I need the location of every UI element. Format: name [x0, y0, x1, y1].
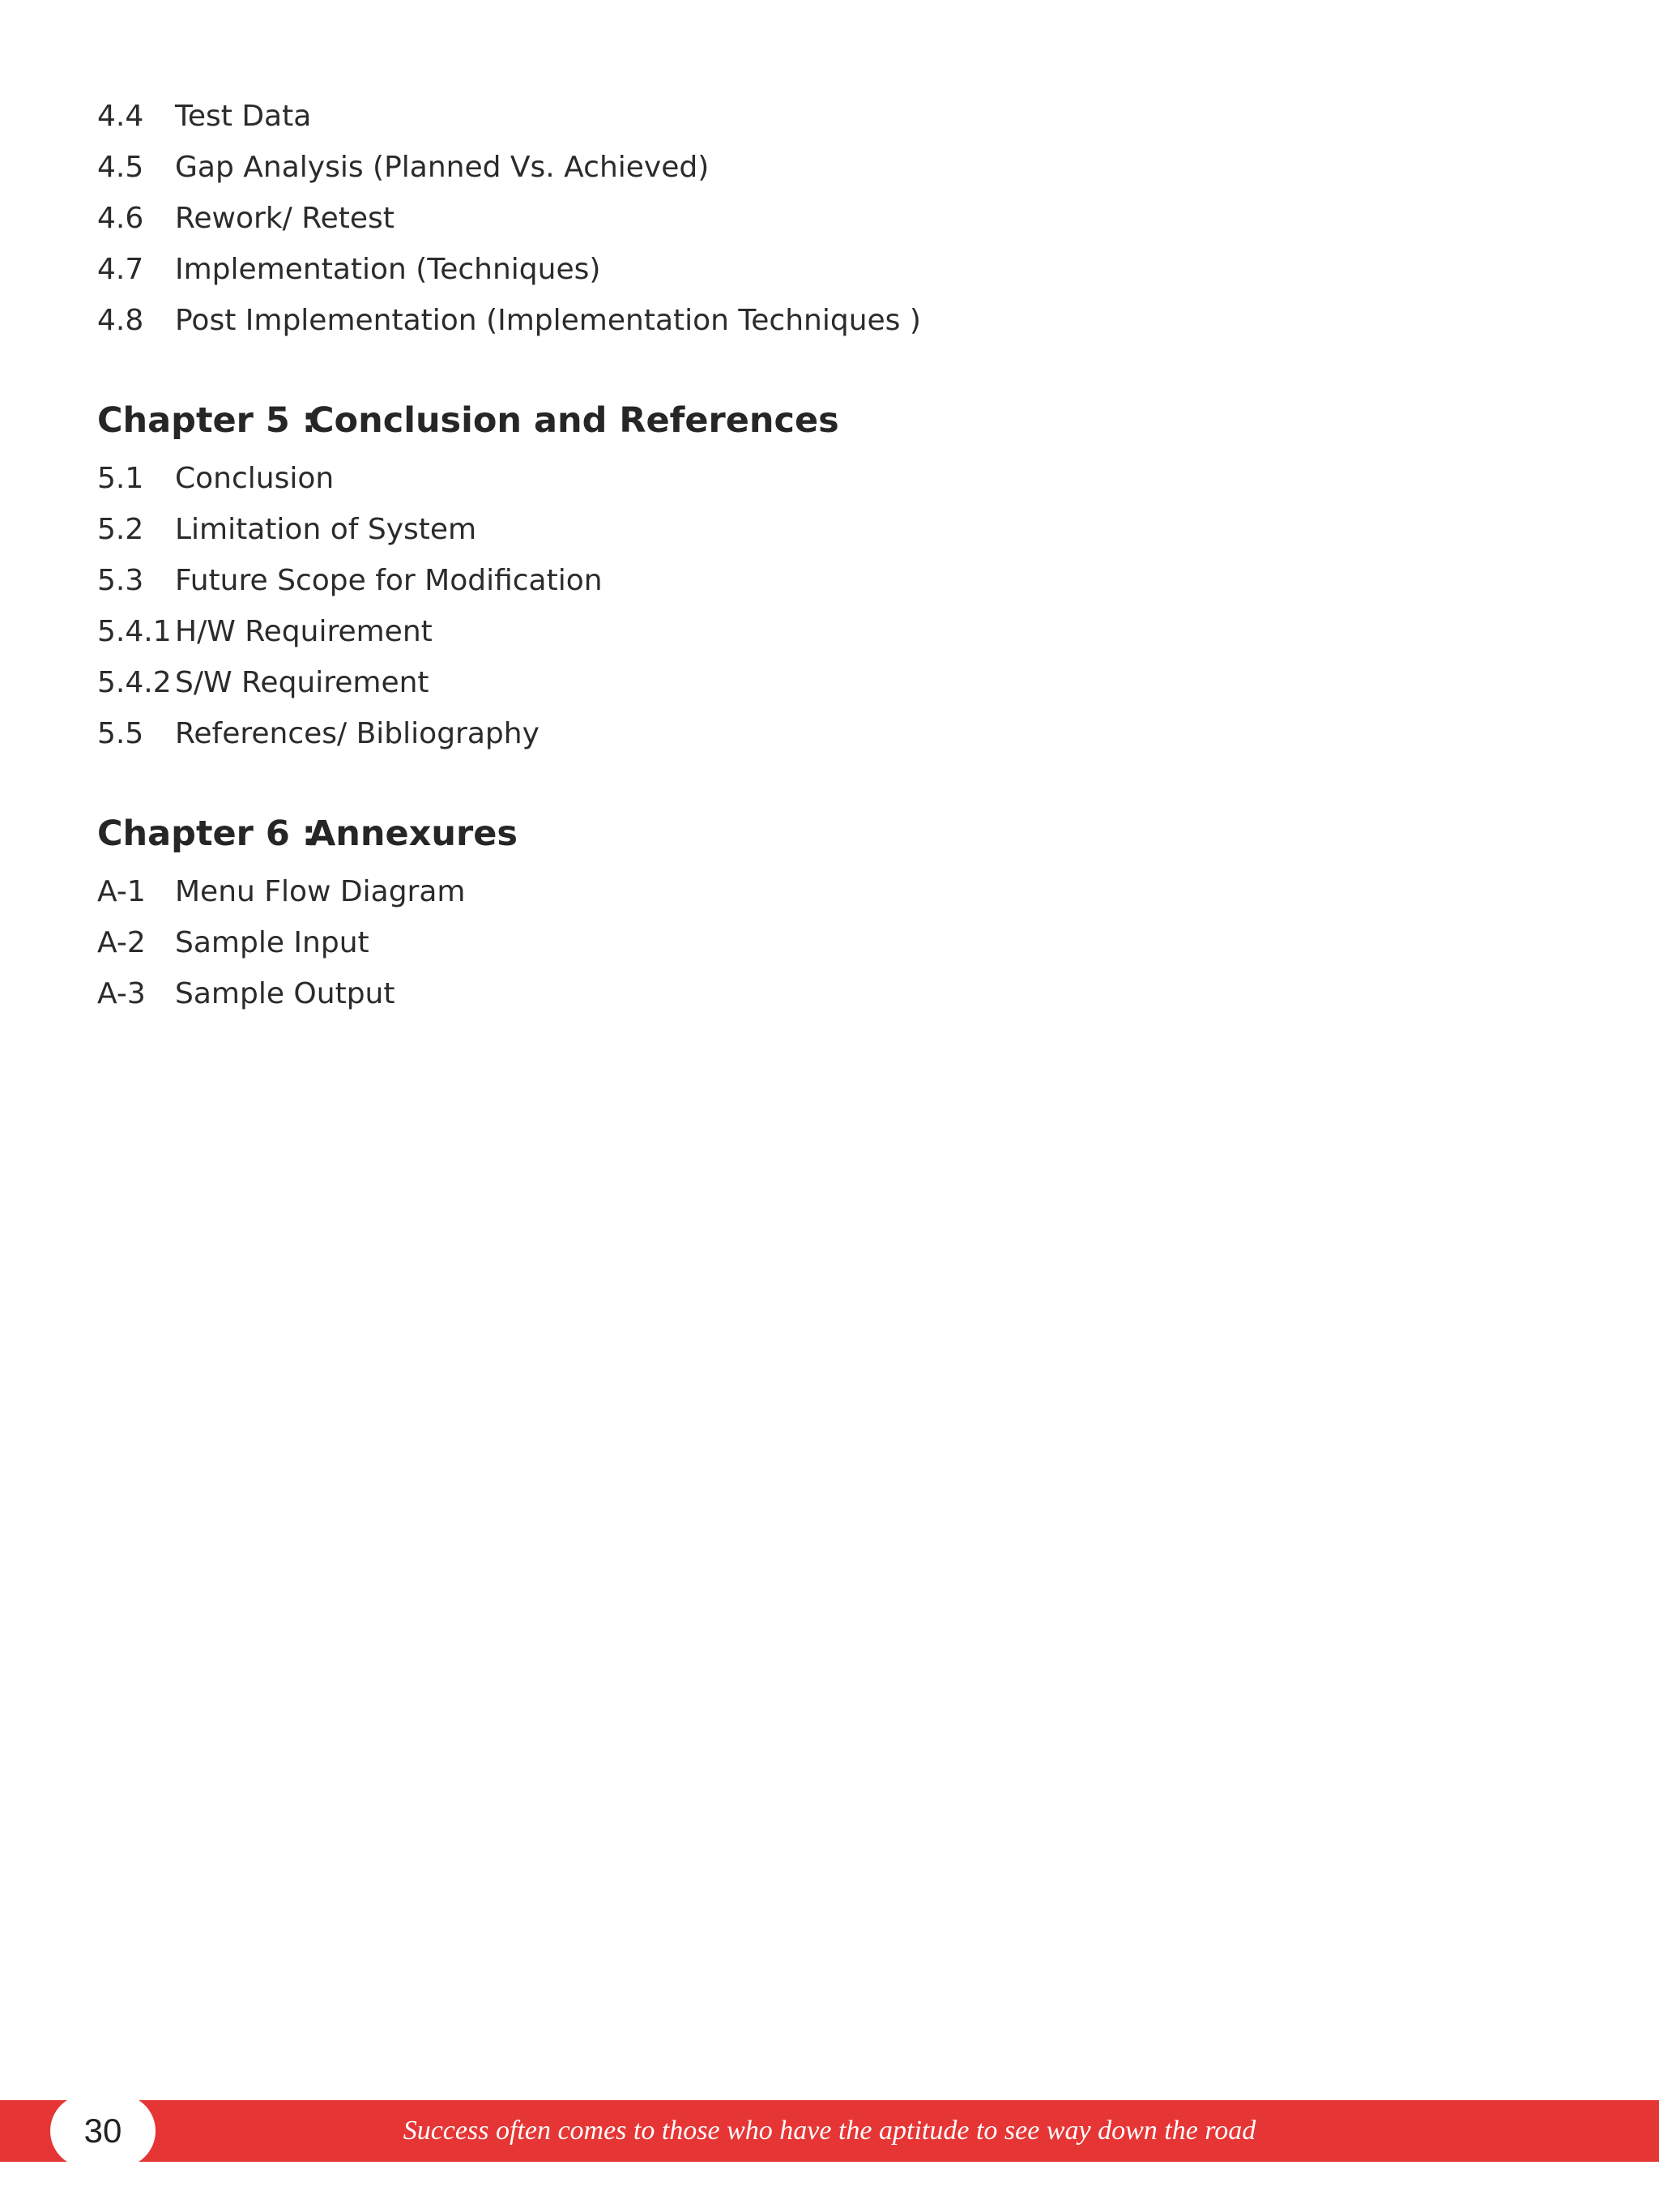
chapter-6-list: [97, 866, 1555, 1019]
chapter-number: Chapter 5 :: [97, 400, 316, 441]
toc-entry-label: Sample Output: [175, 977, 395, 1010]
toc-entry: [97, 91, 1555, 142]
chapter-number: Chapter 6 :: [97, 813, 316, 854]
toc-entry-number: A-1: [97, 875, 146, 908]
toc-entry-number: 5.3: [97, 564, 144, 597]
toc-entry: [97, 453, 1555, 504]
toc-entry-number: 5.2: [97, 513, 144, 546]
toc-entry-number: 5.1: [97, 462, 144, 495]
toc-entry-number: A-3: [97, 977, 146, 1010]
toc-entry: [97, 968, 1555, 1019]
toc-entry-label: Test Data: [175, 100, 312, 133]
toc-entry: [97, 244, 1555, 295]
toc-entry: [97, 917, 1555, 968]
toc-entry-number: A-2: [97, 926, 146, 959]
toc-entry: [97, 657, 1555, 708]
toc-entry-label: H/W Requirement: [175, 615, 433, 648]
toc-entry-number: 5.5: [97, 717, 144, 750]
toc-entry-number: 4.7: [97, 253, 144, 286]
toc-entry-number: 4.4: [97, 100, 144, 133]
toc-entry-label: Conclusion: [175, 462, 335, 495]
chapter-5-heading: [97, 388, 1555, 453]
toc-entry-number: 4.8: [97, 304, 144, 337]
toc-entry-number: 4.5: [97, 151, 144, 184]
toc-entry: [97, 504, 1555, 555]
toc-entry-label: Future Scope for Modification: [175, 564, 603, 597]
toc-entry-label: Rework/ Retest: [175, 202, 394, 235]
toc-entry: [97, 555, 1555, 606]
toc-entry-label: Implementation (Techniques): [175, 253, 601, 286]
toc-entry-label: Sample Input: [175, 926, 369, 959]
toc-entry: [97, 142, 1555, 193]
footer-quote: Success often comes to those who have the aptitude to see way down the road: [403, 2116, 1256, 2146]
table-of-contents: [97, 91, 1555, 1019]
toc-entry-number: 5.4.1: [97, 615, 172, 648]
toc-entry: [97, 606, 1555, 657]
toc-entry-number: 5.4.2: [97, 666, 172, 699]
toc-entry-label: References/ Bibliography: [175, 717, 539, 750]
toc-entry: [97, 193, 1555, 244]
toc-entry-label: Gap Analysis (Planned Vs. Achieved): [175, 151, 710, 184]
toc-entry: [97, 866, 1555, 917]
toc-entry: [97, 295, 1555, 346]
toc-entry-label: Post Implementation (Implementation Techniques ): [175, 304, 921, 337]
chapter-5-list: [97, 453, 1555, 759]
toc-entry: [97, 708, 1555, 759]
chapter-title: Annexures: [309, 813, 518, 854]
chapter-title: Conclusion and References: [309, 400, 839, 441]
toc-entry-label: Limitation of System: [175, 513, 477, 546]
chapter-6-heading: [97, 801, 1555, 866]
chapter-4-continued-list: [97, 91, 1555, 346]
toc-entry-label: S/W Requirement: [175, 666, 429, 699]
page-number: 30: [50, 2095, 156, 2167]
toc-entry-number: 4.6: [97, 202, 144, 235]
toc-entry-label: Menu Flow Diagram: [175, 875, 466, 908]
